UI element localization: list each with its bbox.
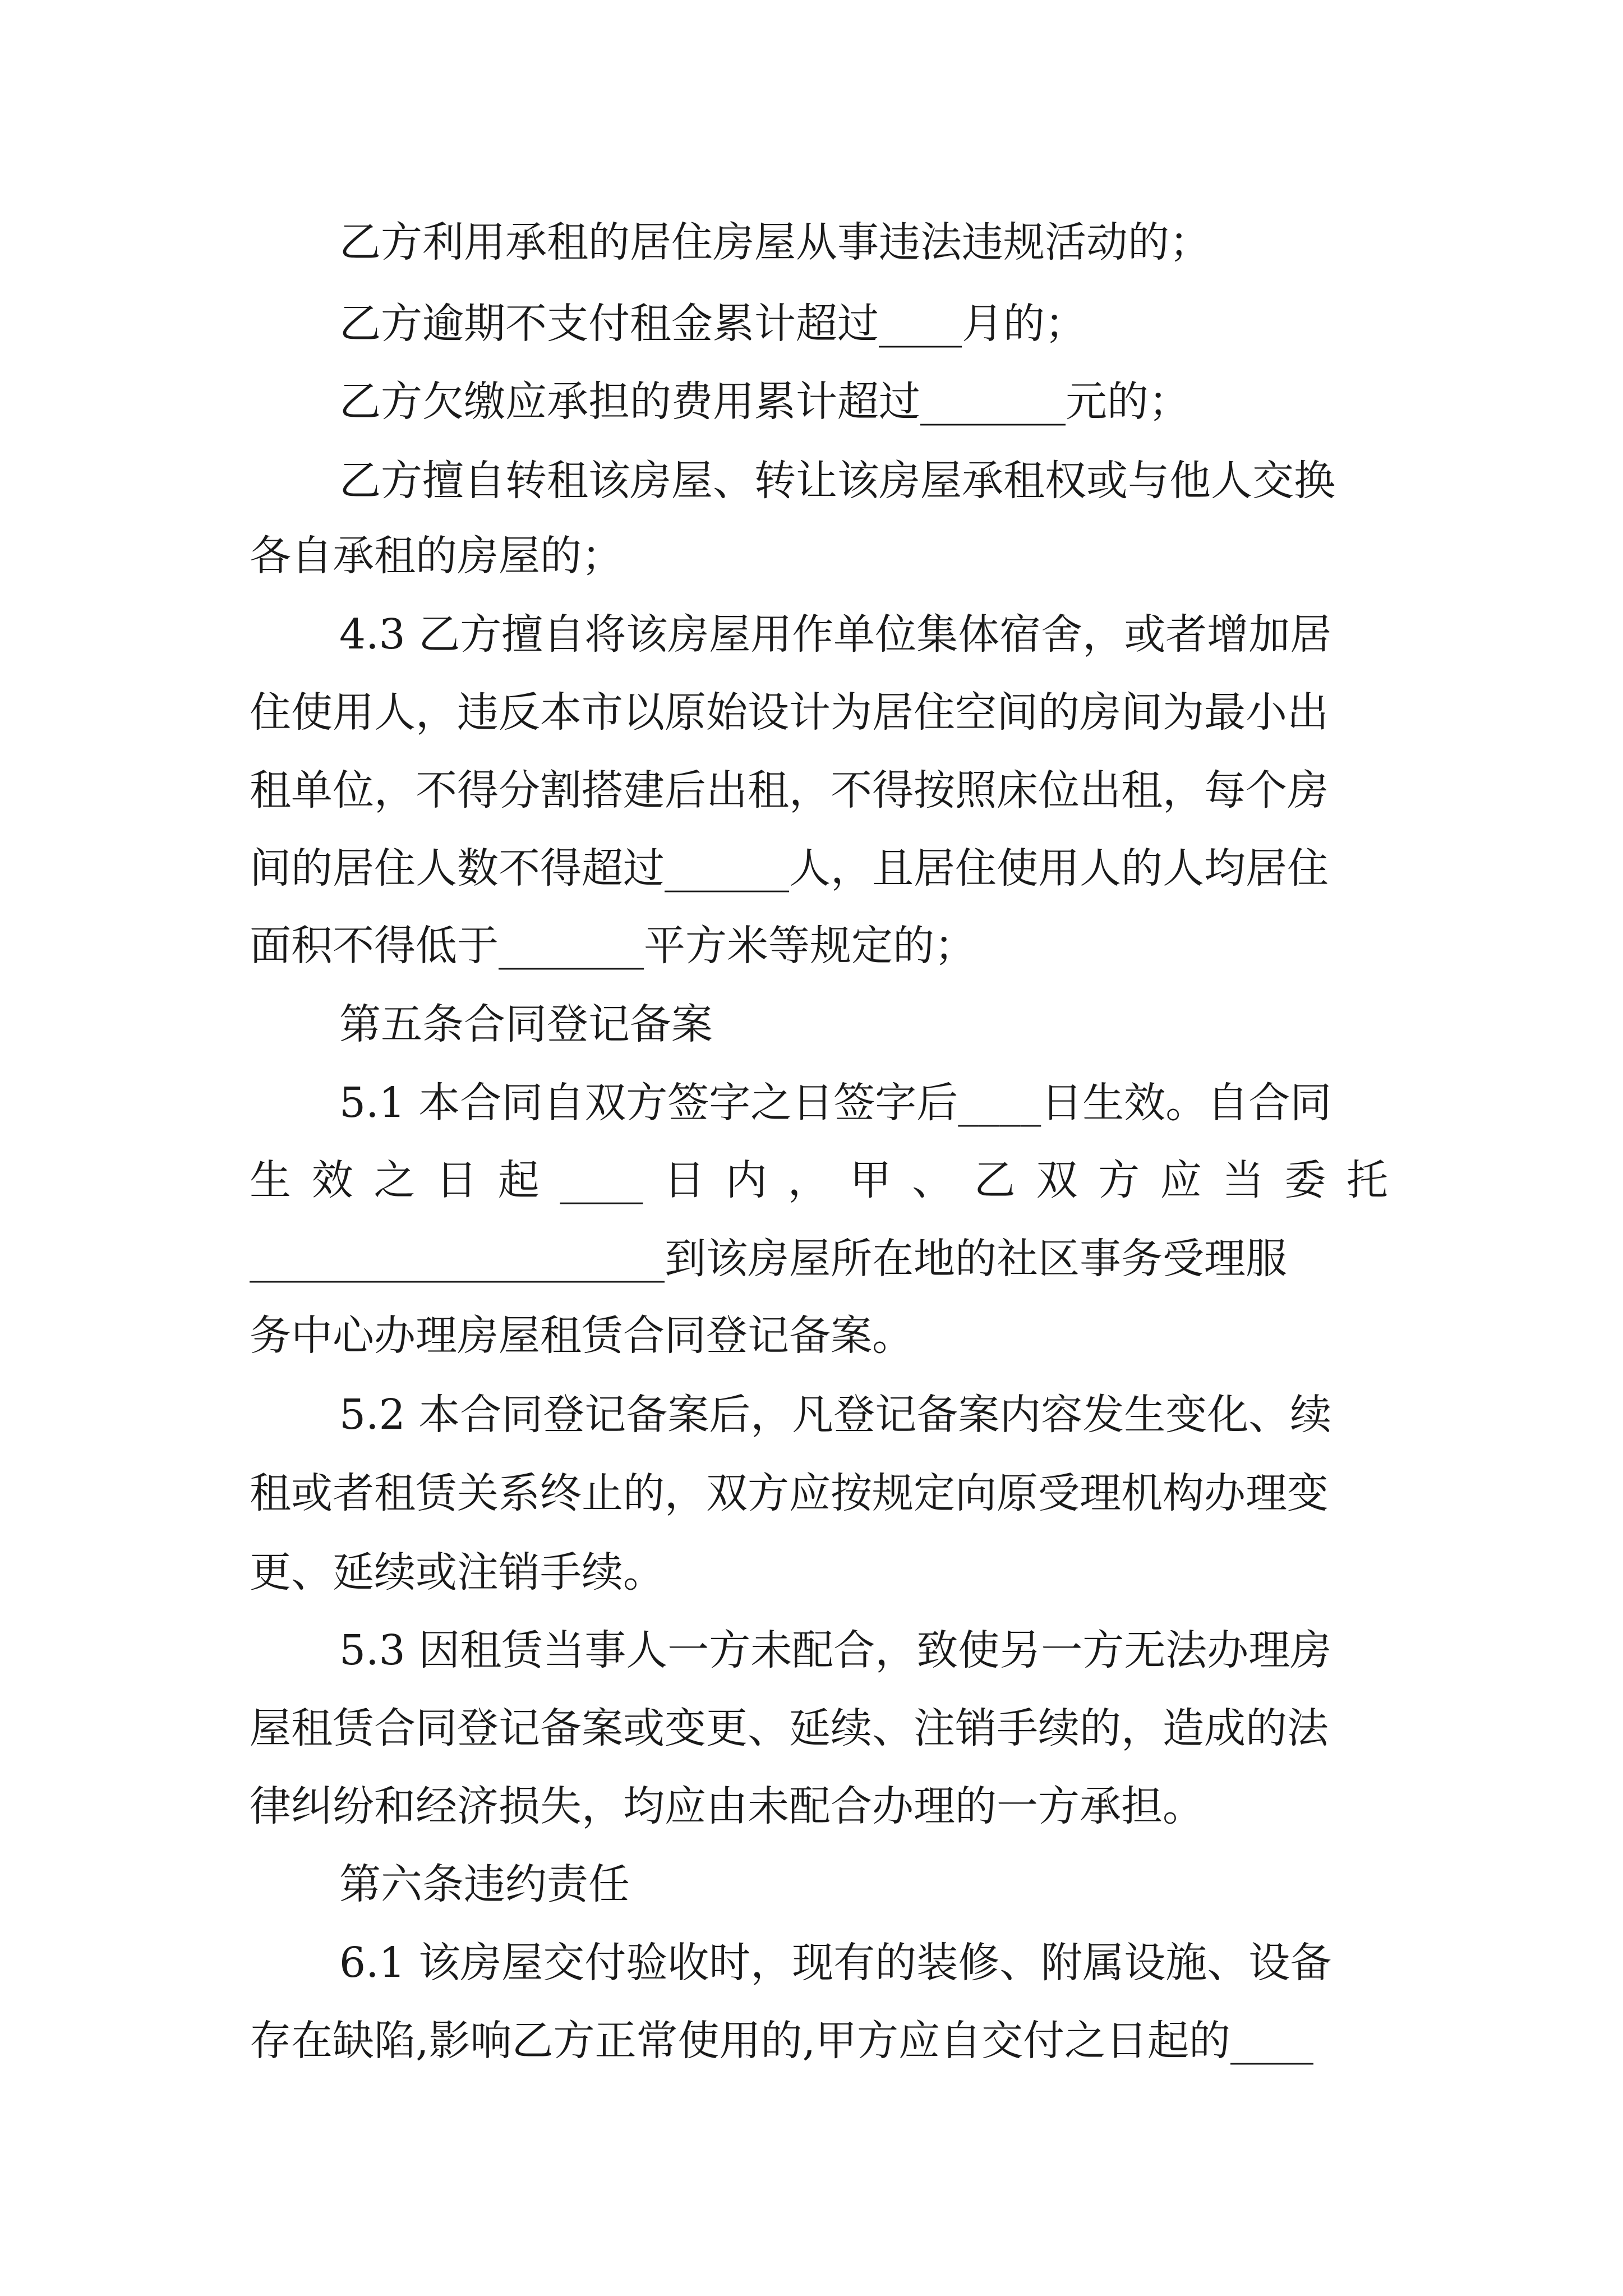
text-char: 之 (374, 1156, 416, 1204)
text-line: 6.1 该房屋交付验收时，现有的装修、附属设施、设备 (339, 1939, 1332, 1987)
text-char: 生 (250, 1156, 291, 1204)
text-char: 当 (1222, 1156, 1264, 1204)
text-line: 间的居住人数不得超过______人，且居住使用人的人均居住 (250, 844, 1329, 892)
text-line: 租或者租赁关系终止的，双方应按规定向原受理机构办理变 (250, 1469, 1329, 1517)
justified-text-line (250, 1147, 1388, 1214)
text-char: 、 (912, 1156, 954, 1204)
text-char: 应 (1160, 1156, 1202, 1204)
section-heading: 第六条违约责任 (339, 1860, 630, 1908)
text-line: 律纠纷和经济损失，均应由未配合办理的一方承担。 (250, 1782, 1204, 1830)
text-line: 存在缺陷,影响乙方正常使用的,甲方应自交付之日起的____ (250, 2017, 1314, 2065)
text-char: 甲 (850, 1156, 892, 1204)
text-line: 乙方利用承租的居住房屋从事违法违规活动的； (339, 218, 1211, 266)
text-char: 日 (436, 1156, 478, 1204)
text-line: 5.1 本合同自双方签字之日签字后____日生效。自合同 (339, 1079, 1332, 1127)
text-char: 委 (1284, 1156, 1326, 1204)
text-line: 住使用人，违反本市以原始设计为居住空间的房间为最小出 (250, 688, 1329, 737)
text-line: 面积不得低于_______平方米等规定的； (250, 922, 976, 970)
text-char: 双 (1036, 1156, 1078, 1204)
text-char: 乙 (974, 1156, 1016, 1204)
text-line: 租单位，不得分割搭建后出租，不得按照床位出租，每个房 (250, 766, 1329, 815)
text-char: 起 (497, 1156, 540, 1204)
text-line: 更、延续或注销手续。 (250, 1548, 665, 1596)
text-line: 务中心办理房屋租赁合同登记备案。 (250, 1312, 914, 1360)
text-line: 乙方欠缴应承担的费用累计超过_______元的； (339, 378, 1190, 426)
section-heading: 第五条合同登记备案 (339, 1000, 713, 1048)
text-char: 方 (1098, 1156, 1140, 1204)
text-line: ____________________到该房屋所在地的社区事务受理服 (250, 1235, 1287, 1283)
blank-field: ____ (560, 1156, 643, 1204)
text-line: 5.3 因租赁当事人一方未配合，致使另一方无法办理房 (339, 1626, 1332, 1674)
text-line: 乙方擅自转租该房屋、转让该房屋承租权或与他人交换 (339, 457, 1335, 505)
text-char: 托 (1346, 1156, 1388, 1204)
text-line: 乙方逾期不支付租金累计超过____月的； (339, 300, 1086, 348)
text-line: 5.2 本合同登记备案后，凡登记备案内容发生变化、续 (339, 1391, 1332, 1439)
text-char: 日 (663, 1156, 706, 1204)
text-line: 各自承租的房屋的； (250, 532, 623, 580)
text-line: 4.3 乙方擅自将该房屋用作单位集体宿舍，或者增加居 (339, 610, 1332, 659)
text-char: ， (787, 1156, 829, 1204)
text-char: 效 (311, 1156, 353, 1204)
text-line: 屋租赁合同登记备案或变更、延续、注销手续的，造成的法 (250, 1704, 1329, 1752)
text-char: 内 (725, 1156, 767, 1204)
